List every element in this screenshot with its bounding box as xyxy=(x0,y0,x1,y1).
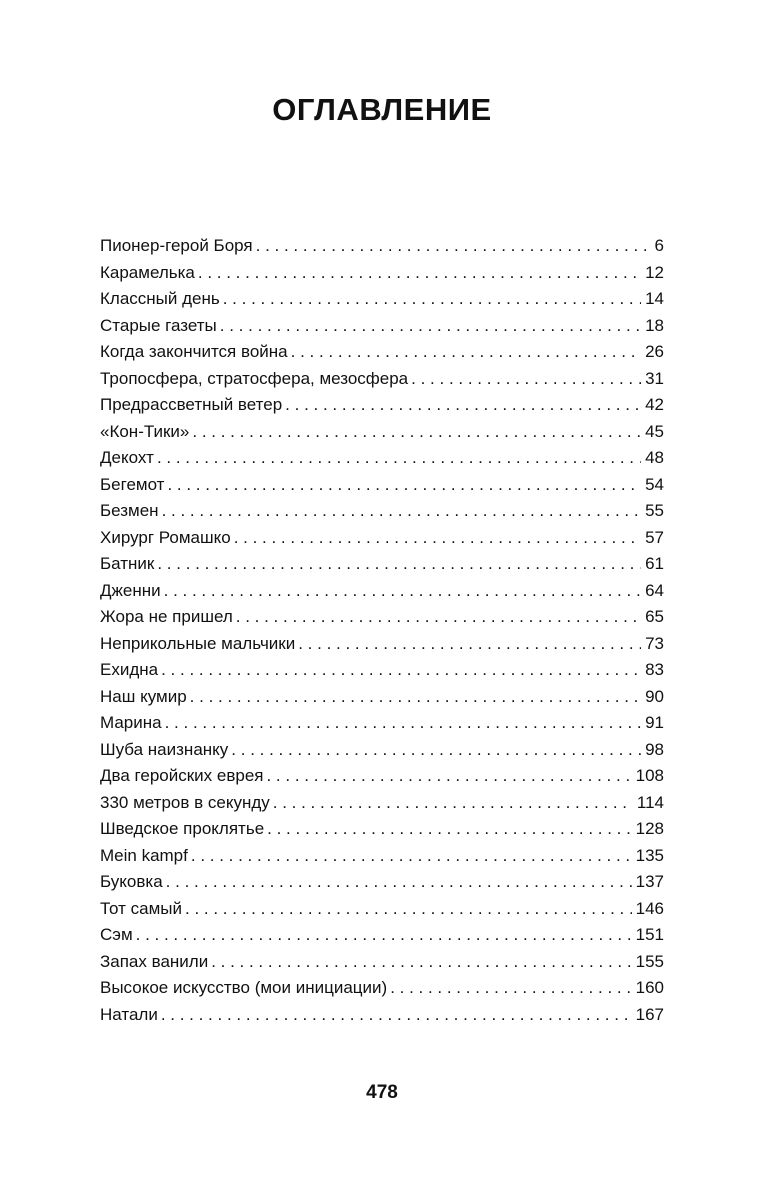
toc-entry-title: Дженни xyxy=(100,580,161,600)
toc-entry-page: 146 xyxy=(635,898,664,918)
toc-entry-title: Старые газеты xyxy=(100,315,217,335)
toc-entry-title: Шуба наизнанку xyxy=(100,739,229,759)
toc-entry xyxy=(100,631,664,658)
toc-entry-page: 83 xyxy=(645,660,664,679)
toc-entry xyxy=(100,339,664,366)
toc-entry-page: 54 xyxy=(645,474,664,494)
toc-entry-page: 128 xyxy=(635,819,664,838)
toc-dot-leader xyxy=(185,896,632,923)
toc-dot-leader xyxy=(164,578,641,605)
toc-entry xyxy=(100,816,664,843)
toc-entry-title: Сэм xyxy=(100,925,133,944)
toc-entry-title: Пионер-герой Боря xyxy=(100,236,253,255)
toc-entry-page: 45 xyxy=(645,421,664,441)
toc-entry-page: 57 xyxy=(645,527,664,547)
page-title: ОГЛАВЛЕНИЕ xyxy=(272,92,492,127)
toc-entry xyxy=(100,419,664,446)
toc-entry xyxy=(100,869,664,896)
toc-entry xyxy=(100,790,664,817)
toc-dot-leader xyxy=(256,233,646,260)
toc-entry-page: 167 xyxy=(635,1004,664,1024)
toc-entry xyxy=(100,843,664,870)
toc-dot-leader xyxy=(220,313,641,340)
toc-entry-title: Высокое искусство (мои инициации) xyxy=(100,978,388,997)
toc-dot-leader xyxy=(390,975,631,1002)
toc-dot-leader xyxy=(166,869,632,896)
toc-entry xyxy=(100,445,664,472)
toc-entry xyxy=(100,710,664,737)
toc-entry xyxy=(100,684,664,711)
table-of-contents xyxy=(100,233,664,1028)
toc-entry xyxy=(100,578,664,605)
toc-dot-leader xyxy=(267,816,631,843)
toc-dot-leader xyxy=(211,949,631,976)
toc-entry-title: Наш кумир xyxy=(100,686,187,706)
toc-entry-title: Батник xyxy=(100,554,155,573)
toc-entry-page: 55 xyxy=(645,501,664,520)
toc-entry xyxy=(100,525,664,552)
toc-entry-page: 48 xyxy=(645,448,664,467)
toc-entry xyxy=(100,657,664,684)
toc-dot-leader xyxy=(236,604,641,631)
toc-entry xyxy=(100,604,664,631)
toc-entry-title: Буковка xyxy=(100,872,163,891)
toc-entry-page: 6 xyxy=(654,236,664,255)
toc-dot-leader xyxy=(167,472,641,499)
toc-entry-page: 108 xyxy=(635,766,664,785)
toc-entry-page: 14 xyxy=(645,289,664,308)
toc-entry-page: 42 xyxy=(645,395,664,414)
toc-entry-page: 61 xyxy=(645,554,664,573)
toc-entry-title: Хирург Ромашко xyxy=(100,527,231,547)
toc-entry-title: Шведское проклятье xyxy=(100,819,265,838)
toc-entry-page: 98 xyxy=(645,739,664,759)
toc-entry xyxy=(100,737,664,764)
toc-entry-page: 151 xyxy=(635,925,664,944)
toc-dot-leader xyxy=(273,790,633,817)
toc-entry-title: Тот самый xyxy=(100,898,183,918)
toc-entry-title: Марина xyxy=(100,713,162,732)
toc-entry-title: «Кон-Тики» xyxy=(100,421,190,441)
toc-dot-leader xyxy=(165,710,641,737)
toc-dot-leader xyxy=(298,631,641,658)
toc-entry xyxy=(100,260,664,287)
toc-dot-leader xyxy=(161,1002,632,1029)
toc-dot-leader xyxy=(285,392,641,419)
toc-dot-leader xyxy=(234,525,641,552)
toc-entry xyxy=(100,551,664,578)
toc-entry-page: 155 xyxy=(635,951,664,971)
toc-entry-page: 90 xyxy=(645,686,664,706)
toc-entry-title: Декохт xyxy=(100,448,154,467)
toc-entry-page: 65 xyxy=(645,607,664,626)
toc-dot-leader xyxy=(231,737,641,764)
toc-entry-title: Два геройских еврея xyxy=(100,766,264,785)
toc-entry-title: Запах ванили xyxy=(100,951,209,971)
toc-dot-leader xyxy=(266,763,631,790)
toc-entry-title: Безмен xyxy=(100,501,159,520)
toc-entry-title: Жора не пришел xyxy=(100,607,233,626)
toc-entry-page: 114 xyxy=(636,792,664,812)
toc-entry-title: Тропосфера, стратосфера, мезосфера xyxy=(100,368,409,388)
toc-entry xyxy=(100,233,664,260)
toc-entry xyxy=(100,1002,664,1029)
toc-entry-title: Бегемот xyxy=(100,474,165,494)
toc-dot-leader xyxy=(191,843,632,870)
toc-entry-title: 330 метров в секунду xyxy=(100,792,270,812)
toc-entry-title: Предрассветный ветер xyxy=(100,395,283,414)
toc-entry-title: Когда закончится война xyxy=(100,342,288,361)
toc-dot-leader xyxy=(223,286,641,313)
toc-dot-leader xyxy=(190,684,641,711)
toc-entry xyxy=(100,896,664,923)
toc-entry-page: 135 xyxy=(635,845,664,865)
toc-dot-leader xyxy=(291,339,641,366)
toc-entry-page: 64 xyxy=(645,580,664,600)
toc-entry-page: 26 xyxy=(645,342,664,361)
toc-entry-page: 31 xyxy=(645,368,664,388)
toc-dot-leader xyxy=(192,419,641,446)
toc-entry-page: 73 xyxy=(645,633,664,653)
toc-entry xyxy=(100,922,664,949)
toc-entry xyxy=(100,366,664,393)
toc-entry-page: 12 xyxy=(645,262,664,282)
toc-entry xyxy=(100,472,664,499)
toc-entry-title: Классный день xyxy=(100,289,220,308)
toc-entry xyxy=(100,286,664,313)
toc-dot-leader xyxy=(157,445,641,472)
toc-entry xyxy=(100,975,664,1002)
toc-entry-page: 160 xyxy=(635,978,664,997)
toc-entry xyxy=(100,763,664,790)
toc-dot-leader xyxy=(198,260,641,287)
toc-dot-leader xyxy=(161,657,641,684)
toc-entry-title: Mein kampf xyxy=(100,845,188,865)
toc-dot-leader xyxy=(157,551,641,578)
toc-entry-title: Неприкольные мальчики xyxy=(100,633,296,653)
toc-entry xyxy=(100,392,664,419)
toc-entry-page: 91 xyxy=(645,713,664,732)
toc-dot-leader xyxy=(162,498,642,525)
toc-entry-page: 18 xyxy=(645,315,664,335)
toc-entry-title: Натали xyxy=(100,1004,158,1024)
toc-entry-page: 137 xyxy=(635,872,664,891)
toc-dot-leader xyxy=(411,366,641,393)
toc-entry-title: Карамелька xyxy=(100,262,195,282)
toc-entry xyxy=(100,949,664,976)
toc-entry xyxy=(100,313,664,340)
toc-dot-leader xyxy=(136,922,632,949)
toc-entry-title: Ехидна xyxy=(100,660,159,679)
toc-entry xyxy=(100,498,664,525)
page-number: 478 xyxy=(366,1082,398,1103)
